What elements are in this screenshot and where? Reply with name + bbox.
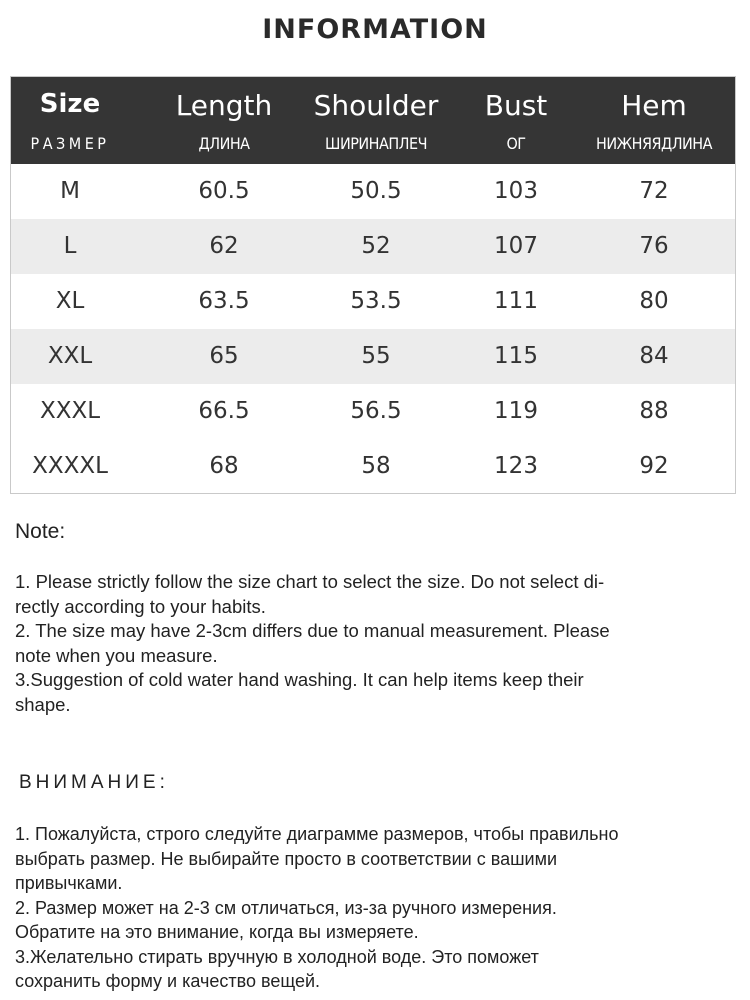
- hem-cell: 84: [639, 343, 669, 369]
- table-row: [11, 384, 735, 439]
- ru-note-text: [15, 822, 740, 994]
- bust-cell: 103: [494, 178, 538, 204]
- bust-cell: 119: [494, 398, 538, 424]
- hem-cell: 80: [639, 288, 669, 314]
- length-cell: 66.5: [198, 398, 250, 424]
- length-cell: 68: [209, 453, 239, 479]
- length-cell: 65: [209, 343, 239, 369]
- table-row: [11, 274, 735, 329]
- size-chart-table: [10, 76, 736, 494]
- header-shoulder: [301, 77, 451, 164]
- header-size: [11, 77, 129, 164]
- shoulder-cell: 55: [361, 343, 391, 369]
- length-cell: 60.5: [198, 178, 250, 204]
- hem-cell: 76: [639, 233, 669, 259]
- ru-note-line: сохранить форму и качество вещей.: [15, 971, 321, 991]
- header-length: [149, 77, 299, 164]
- hem-cell: 72: [639, 178, 669, 204]
- note-line: shape.: [15, 693, 71, 715]
- size-cell: XXXL: [39, 398, 101, 424]
- bust-cell: 115: [494, 343, 538, 369]
- size-cell: M: [60, 178, 80, 204]
- header-bust: [451, 77, 581, 164]
- bust-cell: 107: [494, 233, 538, 259]
- note-line: rectly according to your habits.: [15, 595, 266, 617]
- header-en-label: Bust: [484, 89, 548, 122]
- note-line: 2. The size may have 2-3cm differs due to manual measurement. Please: [15, 620, 610, 641]
- note-line: 3.Suggestion of cold water hand washing. It can help items keep their: [15, 669, 584, 690]
- shoulder-cell: 50.5: [350, 178, 402, 204]
- header-en-label: Shoulder: [313, 89, 439, 122]
- hem-cell: 92: [639, 453, 669, 479]
- shoulder-cell: 53.5: [350, 288, 402, 314]
- page-title: INFORMATION: [262, 14, 488, 45]
- table-row: [11, 164, 735, 219]
- ru-note-heading: ВНИМАНИЕ:: [19, 772, 169, 793]
- header-ru-label: НИЖНЯЯДЛИНА: [596, 134, 712, 153]
- table-row: [11, 439, 735, 494]
- header-ru-label: ОГ: [506, 134, 526, 153]
- header-en-label: Hem: [621, 89, 687, 122]
- shoulder-cell: 58: [361, 453, 391, 479]
- header-en-label: Size: [39, 89, 101, 119]
- shoulder-cell: 52: [361, 233, 391, 259]
- note-line: note when you measure.: [15, 644, 218, 666]
- bust-cell: 111: [494, 288, 538, 314]
- note-text: [15, 570, 735, 717]
- note-heading: Note:: [15, 520, 66, 543]
- bust-cell: 123: [494, 453, 538, 479]
- ru-note-line: выбрать размер. Не выбирайте просто в соответствии с вашими: [15, 848, 558, 869]
- size-cell: XL: [55, 288, 85, 314]
- ru-note-line: 3.Желательно стирать вручную в холодной воде. Это поможет: [15, 946, 539, 967]
- length-cell: 63.5: [198, 288, 250, 314]
- table-row: [11, 329, 735, 384]
- header-en-label: Length: [175, 89, 273, 122]
- note-line: 1. Please strictly follow the size chart to select the size. Do not select di-: [15, 571, 605, 592]
- ru-note-line: 1. Пожалуйста, строго следуйте диаграмме размеров, чтобы правильно: [15, 824, 619, 844]
- size-cell: XXL: [47, 343, 93, 369]
- size-cell: XXXXL: [32, 453, 108, 479]
- header-hem: [581, 77, 727, 164]
- length-cell: 62: [209, 233, 239, 259]
- header-ru-label: ШИРИНАПЛЕЧ: [325, 134, 427, 153]
- header-ru-label: ДЛИНА: [198, 134, 250, 153]
- table-row: [11, 219, 735, 274]
- shoulder-cell: 56.5: [350, 398, 402, 424]
- ru-note-line: 2. Размер может на 2-3 см отличаться, из-за ручного измерения.: [15, 897, 557, 918]
- hem-cell: 88: [639, 398, 669, 424]
- header-ru-label: РАЗМЕР: [30, 134, 110, 153]
- size-cell: L: [63, 233, 77, 259]
- ru-note-line: Обратите на это внимание, когда вы измеряете.: [15, 922, 419, 942]
- ru-note-line: привычками.: [15, 873, 123, 893]
- table-header: [11, 77, 735, 164]
